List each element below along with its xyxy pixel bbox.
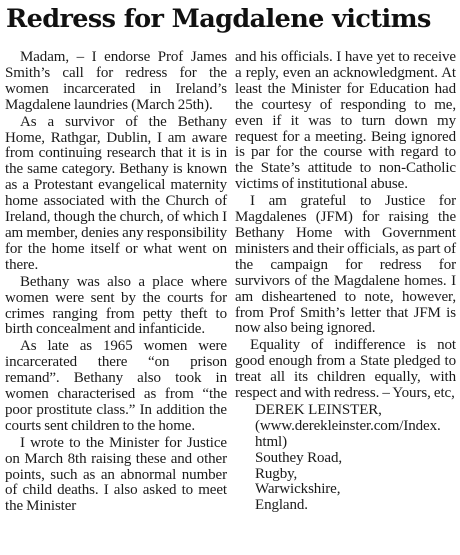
signature-address-street: Southey Road, [255, 449, 343, 466]
signature-block [235, 403, 456, 514]
letter-paragraph: Madam, – I endorse Prof James Smith’s call for redress for the women incarcerated in Ireland’s Magdalene laundries (March 25th). [5, 49, 227, 113]
letter-column-right [235, 50, 456, 514]
signature-name: DEREK LEINSTER, [255, 401, 382, 418]
headline: Redress for Magdalene victims [6, 4, 431, 34]
signature-address-country: England. [255, 497, 308, 514]
letter-paragraph: Bethany was also a place where women were sent by the courts for crimes ranging from petty theft to birth concealment and infanticide. [5, 273, 227, 338]
letter-paragraph: I am grateful to Justice for Magdalenes (JFM) for raising the Bethany Home with Government ministers and their officials, as part of the campaign for redress for survivors of the Magdalene homes. I am disheartened to note, however, from Prof Smith’s letter that JFM is now also being ignored. [235, 193, 456, 337]
letter-paragraph: Equality of indifference is not good enough from a State pledged to treat all its children equally, with respect and with redress. – Yours, etc, [235, 337, 456, 402]
signature-address-town: Rugby, [255, 465, 298, 482]
signature-website: (www.derekleinster.com/Index. [255, 417, 441, 434]
signature-website-cont: html) [255, 433, 287, 450]
letter-paragraph: As late as 1965 women were incarcerated there “on prison remand”. Bethany also took in women characterised as from “the poor prostitute class.” In addition the courts sent children to the home. [5, 338, 227, 434]
letter-paragraph: As a survivor of the Bethany Home, Rathgar, Dublin, I am aware from continuing research that it is in the same category. Bethany is known as a Protestant evangelical maternity home associated with the Church of Ireland, though the church, of which I am member, denies any responsibility for the home itself or what went on there. [5, 113, 227, 273]
letter-paragraph: I wrote to the Minister for Justice on March 8th raising these and other points, such as an abnormal number of child deaths. I also asked to meet the Minister [5, 434, 227, 515]
signature-address-county: Warwickshire, [255, 481, 341, 498]
letter-paragraph-continued: and his officials. I have yet to receive a reply, even an acknowledgment. At least the Minister for Education had the courtesy of responding to me, even if it was to turn down my request for a meeting. Being ignored is par for the course with regard to the State’s attitude to non-Catholic victims of institutional abuse. [235, 49, 456, 193]
letter-column-left [5, 50, 227, 516]
